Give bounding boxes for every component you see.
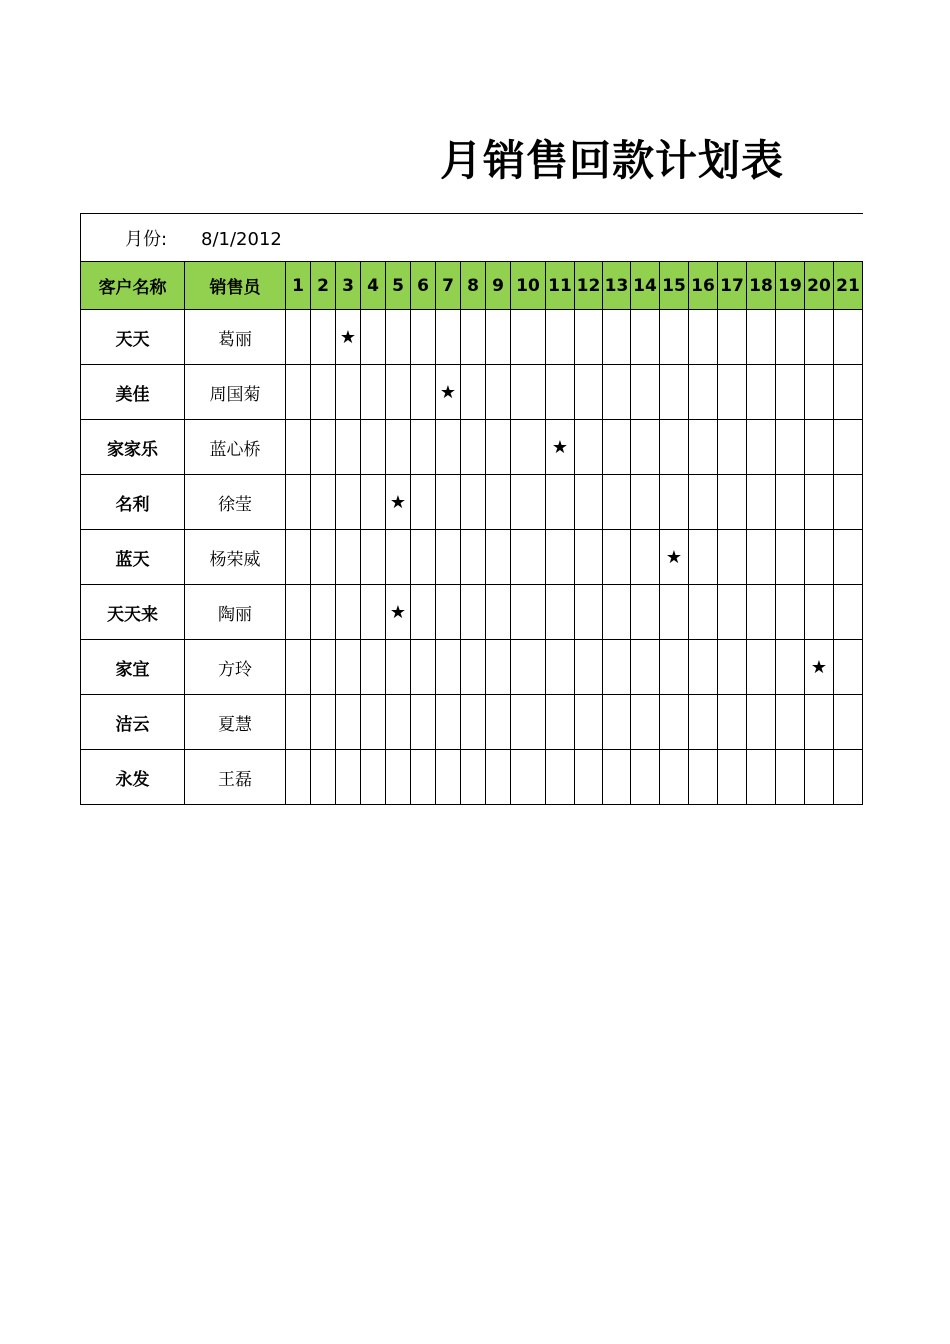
header-day: 15: [660, 262, 689, 310]
day-cell: [386, 585, 411, 640]
day-cell: [603, 750, 631, 805]
day-cell: [336, 640, 361, 695]
day-cell: [689, 475, 718, 530]
day-cell: [834, 530, 863, 585]
day-cell: [776, 310, 805, 365]
header-day: 13: [603, 262, 631, 310]
day-cell: [546, 365, 575, 420]
day-cell: [689, 585, 718, 640]
day-cell: [386, 365, 411, 420]
customer-cell: 天天: [81, 310, 185, 365]
day-cell: [511, 365, 546, 420]
day-cell: [660, 695, 689, 750]
day-cell: [436, 640, 461, 695]
star-icon: ★: [665, 546, 683, 568]
day-cell: [603, 420, 631, 475]
day-cell: [546, 420, 575, 475]
day-cell: [361, 750, 386, 805]
day-cell: [660, 310, 689, 365]
day-cell: [336, 530, 361, 585]
day-cell: [286, 310, 311, 365]
star-icon: ★: [810, 656, 828, 678]
header-day: 9: [486, 262, 511, 310]
customer-cell: 名利: [81, 475, 185, 530]
day-cell: [747, 530, 776, 585]
day-cell: [631, 640, 660, 695]
day-cell: [461, 420, 486, 475]
day-cell: [286, 475, 311, 530]
day-cell: [436, 310, 461, 365]
day-cell: [286, 695, 311, 750]
table-row: [81, 695, 863, 750]
salesperson-cell: 蓝心桥: [185, 420, 286, 475]
day-cell: [461, 585, 486, 640]
day-cell: [689, 310, 718, 365]
table-row: [81, 365, 863, 420]
day-cell: [575, 365, 603, 420]
day-cell: [718, 310, 747, 365]
month-cell: [81, 214, 863, 262]
day-cell: [511, 750, 546, 805]
day-cell: [603, 365, 631, 420]
day-cell: [776, 695, 805, 750]
plan-table-container: [80, 213, 863, 805]
day-cell: [631, 530, 660, 585]
day-cell: [718, 475, 747, 530]
day-cell: [411, 530, 436, 585]
day-cell: [805, 310, 834, 365]
day-cell: [718, 640, 747, 695]
day-cell: [834, 750, 863, 805]
day-cell: [511, 530, 546, 585]
day-cell: [386, 750, 411, 805]
day-cell: [834, 640, 863, 695]
salesperson-cell: 夏慧: [185, 695, 286, 750]
day-cell: [631, 420, 660, 475]
day-cell: [436, 530, 461, 585]
customer-cell: 蓝天: [81, 530, 185, 585]
day-cell: [486, 585, 511, 640]
day-cell: [311, 530, 336, 585]
day-cell: [486, 695, 511, 750]
table-row: [81, 640, 863, 695]
day-cell: [361, 365, 386, 420]
day-cell: [575, 750, 603, 805]
header-day: 1: [286, 262, 311, 310]
star-icon: ★: [339, 326, 357, 348]
day-cell: [776, 475, 805, 530]
day-cell: [747, 475, 776, 530]
day-cell: [511, 420, 546, 475]
customer-cell: 美佳: [81, 365, 185, 420]
day-cell: [575, 640, 603, 695]
day-cell: [834, 475, 863, 530]
day-cell: [386, 530, 411, 585]
customer-cell: 家家乐: [81, 420, 185, 475]
table-row: [81, 310, 863, 365]
month-value: 8/1/2012: [201, 228, 282, 250]
day-cell: [689, 420, 718, 475]
day-cell: [336, 695, 361, 750]
day-cell: [311, 750, 336, 805]
day-cell: [718, 365, 747, 420]
day-cell: [336, 365, 361, 420]
day-cell: [411, 420, 436, 475]
day-cell: [776, 640, 805, 695]
day-cell: [747, 695, 776, 750]
header-day: 14: [631, 262, 660, 310]
day-cell: [286, 585, 311, 640]
day-cell: [689, 365, 718, 420]
header-day: 17: [718, 262, 747, 310]
day-cell: [311, 310, 336, 365]
day-cell: [461, 475, 486, 530]
day-cell: [776, 530, 805, 585]
day-cell: [631, 750, 660, 805]
day-cell: [747, 310, 776, 365]
month-row: [81, 214, 863, 262]
customer-cell: 天天来: [81, 585, 185, 640]
day-cell: [718, 530, 747, 585]
day-cell: [834, 420, 863, 475]
day-cell: [575, 310, 603, 365]
day-cell: [546, 750, 575, 805]
day-cell: [436, 695, 461, 750]
day-cell: [689, 750, 718, 805]
day-cell: [411, 585, 436, 640]
day-cell: [805, 695, 834, 750]
day-cell: [603, 530, 631, 585]
day-cell: [805, 585, 834, 640]
day-cell: [805, 530, 834, 585]
header-day: 12: [575, 262, 603, 310]
day-cell: [718, 695, 747, 750]
star-icon: ★: [551, 436, 569, 458]
day-cell: [411, 310, 436, 365]
header-day: 6: [411, 262, 436, 310]
header-day: 21: [834, 262, 863, 310]
day-cell: [461, 640, 486, 695]
day-cell: [631, 695, 660, 750]
day-cell: [718, 585, 747, 640]
day-cell: [386, 640, 411, 695]
day-cell: [486, 640, 511, 695]
day-cell: [336, 750, 361, 805]
header-day: 10: [511, 262, 546, 310]
day-cell: [336, 420, 361, 475]
day-cell: [747, 585, 776, 640]
day-cell: [631, 310, 660, 365]
day-cell: [631, 585, 660, 640]
day-cell: [486, 310, 511, 365]
day-cell: [486, 365, 511, 420]
header-day: 20: [805, 262, 834, 310]
header-day: 16: [689, 262, 718, 310]
header-day: 8: [461, 262, 486, 310]
day-cell: [603, 695, 631, 750]
day-cell: [461, 365, 486, 420]
day-cell: [461, 750, 486, 805]
day-cell: [660, 420, 689, 475]
day-cell: [776, 750, 805, 805]
day-cell: [511, 585, 546, 640]
day-cell: [386, 695, 411, 750]
day-cell: [286, 640, 311, 695]
day-cell: [805, 365, 834, 420]
day-cell: [546, 640, 575, 695]
day-cell: [361, 640, 386, 695]
salesperson-cell: 杨荣威: [185, 530, 286, 585]
header-row: [81, 262, 863, 310]
table-row: [81, 530, 863, 585]
header-day: 4: [361, 262, 386, 310]
day-cell: [689, 695, 718, 750]
day-cell: [486, 750, 511, 805]
day-cell: [311, 695, 336, 750]
day-cell: [411, 695, 436, 750]
day-cell: [511, 695, 546, 750]
star-icon: ★: [389, 491, 407, 513]
day-cell: [511, 475, 546, 530]
day-cell: [575, 530, 603, 585]
header-salesperson: 销售员: [185, 262, 286, 310]
day-cell: [546, 475, 575, 530]
day-cell: [511, 310, 546, 365]
day-cell: [411, 750, 436, 805]
table-row: [81, 585, 863, 640]
day-cell: [411, 475, 436, 530]
day-cell: [336, 585, 361, 640]
day-cell: [631, 475, 660, 530]
day-cell: [286, 420, 311, 475]
day-cell: [747, 365, 776, 420]
day-cell: [660, 750, 689, 805]
day-cell: [411, 365, 436, 420]
day-cell: [411, 640, 436, 695]
day-cell: [486, 530, 511, 585]
day-cell: [575, 585, 603, 640]
salesperson-cell: 周国菊: [185, 365, 286, 420]
day-cell: [546, 530, 575, 585]
salesperson-cell: 王磊: [185, 750, 286, 805]
day-cell: [311, 365, 336, 420]
customer-cell: 家宜: [81, 640, 185, 695]
day-cell: [575, 475, 603, 530]
day-cell: [747, 420, 776, 475]
day-cell: [361, 530, 386, 585]
salesperson-cell: 陶丽: [185, 585, 286, 640]
header-day: 18: [747, 262, 776, 310]
day-cell: [747, 750, 776, 805]
table-row: [81, 420, 863, 475]
day-cell: [546, 695, 575, 750]
day-cell: [386, 475, 411, 530]
day-cell: [286, 750, 311, 805]
salesperson-cell: 徐莹: [185, 475, 286, 530]
day-cell: [834, 365, 863, 420]
day-cell: [689, 530, 718, 585]
header-day: 3: [336, 262, 361, 310]
day-cell: [660, 640, 689, 695]
page-title: 月销售回款计划表: [440, 136, 785, 185]
plan-table: [80, 213, 863, 805]
month-label: 月份:: [125, 228, 168, 250]
day-cell: [436, 420, 461, 475]
day-cell: [575, 695, 603, 750]
day-cell: [575, 420, 603, 475]
day-cell: [311, 420, 336, 475]
header-day: 7: [436, 262, 461, 310]
day-cell: [603, 475, 631, 530]
header-customer: 客户名称: [81, 262, 185, 310]
day-cell: [747, 640, 776, 695]
day-cell: [361, 585, 386, 640]
table-row: [81, 475, 863, 530]
day-cell: [436, 585, 461, 640]
day-cell: [386, 310, 411, 365]
day-cell: [486, 475, 511, 530]
day-cell: [546, 585, 575, 640]
day-cell: [436, 750, 461, 805]
day-cell: [776, 420, 805, 475]
day-cell: [603, 640, 631, 695]
day-cell: [386, 420, 411, 475]
day-cell: [436, 365, 461, 420]
day-cell: [805, 750, 834, 805]
customer-cell: 永发: [81, 750, 185, 805]
day-cell: [689, 640, 718, 695]
day-cell: [776, 365, 805, 420]
day-cell: [361, 310, 386, 365]
day-cell: [805, 420, 834, 475]
day-cell: [361, 695, 386, 750]
day-cell: [718, 750, 747, 805]
header-day: 11: [546, 262, 575, 310]
day-cell: [660, 475, 689, 530]
salesperson-cell: 葛丽: [185, 310, 286, 365]
header-day: 19: [776, 262, 805, 310]
day-cell: [805, 475, 834, 530]
day-cell: [361, 475, 386, 530]
day-cell: [603, 585, 631, 640]
day-cell: [718, 420, 747, 475]
day-cell: [286, 530, 311, 585]
day-cell: [286, 365, 311, 420]
day-cell: [603, 310, 631, 365]
day-cell: [336, 310, 361, 365]
day-cell: [436, 475, 461, 530]
header-day: 2: [311, 262, 336, 310]
star-icon: ★: [389, 601, 407, 623]
day-cell: [311, 475, 336, 530]
day-cell: [834, 695, 863, 750]
table-row: [81, 750, 863, 805]
header-day: 5: [386, 262, 411, 310]
customer-cell: 洁云: [81, 695, 185, 750]
day-cell: [311, 640, 336, 695]
star-icon: ★: [439, 381, 457, 403]
day-cell: [546, 310, 575, 365]
day-cell: [631, 365, 660, 420]
day-cell: [336, 475, 361, 530]
day-cell: [311, 585, 336, 640]
day-cell: [486, 420, 511, 475]
day-cell: [776, 585, 805, 640]
day-cell: [834, 310, 863, 365]
day-cell: [461, 310, 486, 365]
day-cell: [461, 695, 486, 750]
day-cell: [834, 585, 863, 640]
day-cell: [660, 585, 689, 640]
day-cell: [660, 365, 689, 420]
day-cell: [805, 640, 834, 695]
day-cell: [461, 530, 486, 585]
salesperson-cell: 方玲: [185, 640, 286, 695]
day-cell: [660, 530, 689, 585]
day-cell: [511, 640, 546, 695]
day-cell: [361, 420, 386, 475]
